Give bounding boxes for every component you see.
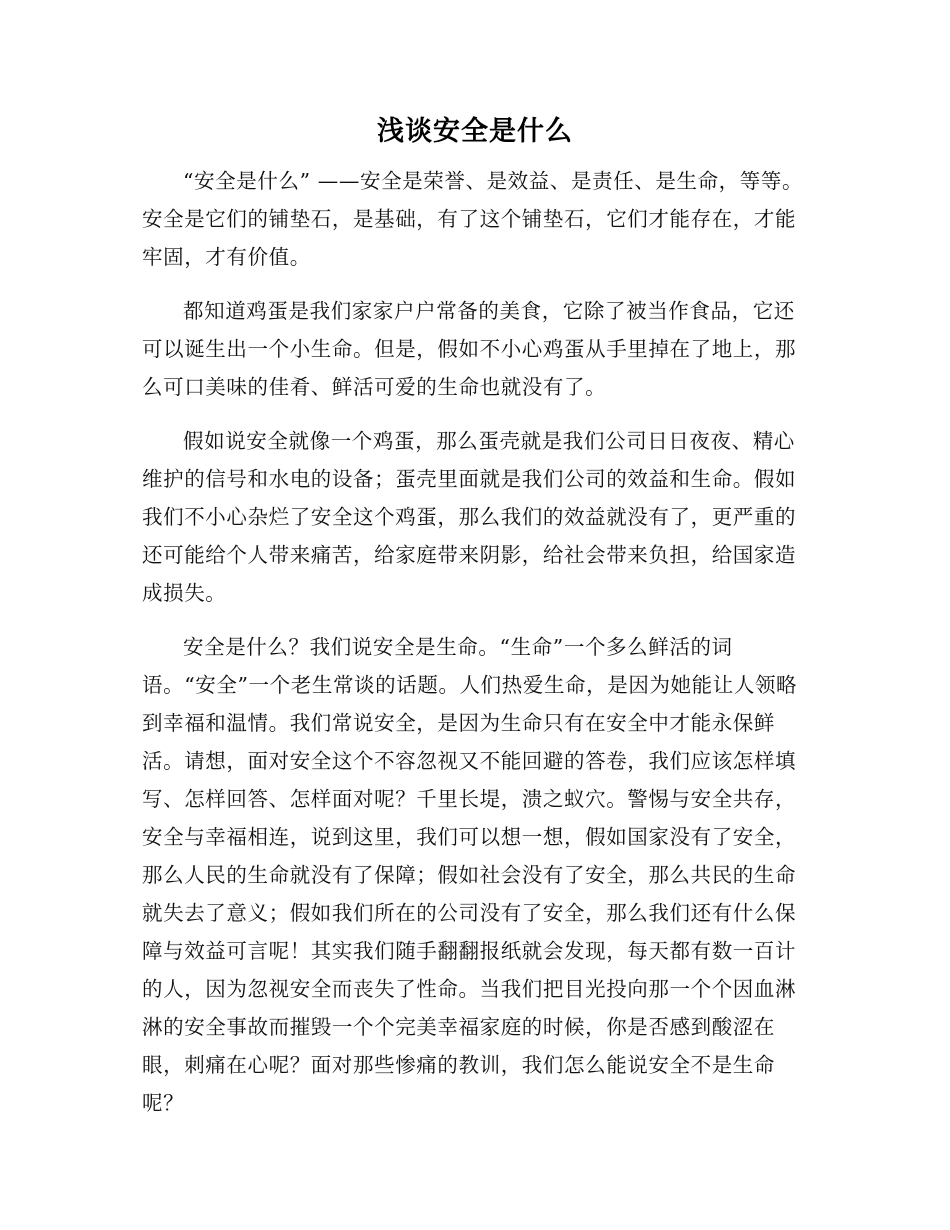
paragraph-2: 都知道鸡蛋是我们家家户户常备的美食，它除了被当作食品，它还可以诞生出一个小生命。但是，假如不小心鸡蛋从手里掉在了地上，那么可口美味的佳肴、鲜活可爱的生命也就没有了。 [142,299,797,399]
paragraph-4: 安全是什么？我们说安全是生命。“生命”一个多么鲜活的词语。“安全”一个老生常谈的话题。人们热爱生命，是因为她能让人领略到幸福和温情。我们常说安全，是因为生命只有在安全中才能永保鲜活。请想，面对安全这个不容忽视又不能回避的答卷，我们应该怎样填写、怎样回答、怎样面对呢？千里长堤，溃之蚁穴。警惕与安全共存，安全与幸福相连，说到这里，我们可以想一想，假如国家没有了安全，那么人民的生命就没有了保障；假如社会没有了安全，那么共民的生命就失去了意义；假如我们所在的公司没有了安全，那么我们还有什么保障与效益可言呢！其实我们随手翻翻报纸就会发现，每天都有数一百计的人，因为忽视安全而丧失了性命。当我们把目光投向那一个个因血淋淋的安全事故而摧毁一个个完美幸福家庭的时候，你是否感到酸涩在眼，刺痛在心呢？面对那些惨痛的教训，我们怎么能说安全不是生命呢？ [142,635,798,1115]
document-body [142,162,806,1138]
paragraph-1: “安全是什么” ——安全是荣誉、是效益、是责任、是生命，等等。安全是它们的铺垫石，是基础，有了这个铺垫石，它们才能存在，才能牢固，才有价值。 [142,169,804,269]
paragraph-3: 假如说安全就像一个鸡蛋，那么蛋壳就是我们公司日日夜夜、精心维护的信号和水电的设备；蛋壳里面就是我们公司的效益和生命。假如我们不小心杂烂了安全这个鸡蛋，那么我们的效益就没有了，更严重的还可能给个人带来痛苦，给家庭带来阴影，给社会带来负担，给国家造成损失。 [142,429,797,605]
document-title: 浅谈安全是什么 [377,116,573,147]
